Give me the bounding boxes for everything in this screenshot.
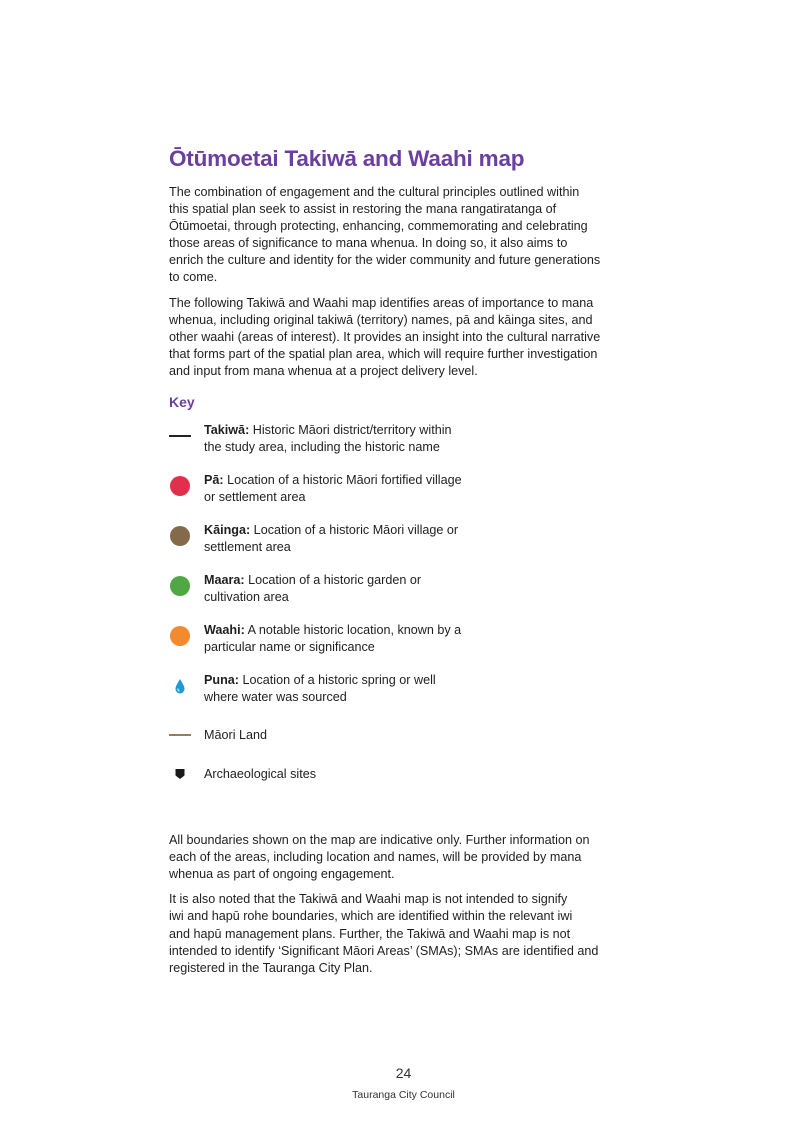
key-item-pa bbox=[169, 472, 639, 512]
key-heading: Key bbox=[169, 394, 195, 411]
page-title: Ōtūmoetai Takiwā and Waahi map bbox=[169, 146, 525, 171]
key-item-archaeological-sites bbox=[169, 766, 639, 806]
key-desc-maara: Location of a historic garden or cultivation area bbox=[204, 573, 422, 605]
puna-drop-icon bbox=[169, 674, 193, 698]
key-item-waahi bbox=[169, 622, 639, 662]
key-item-pa-text bbox=[204, 472, 634, 506]
page-content bbox=[169, 144, 639, 985]
maara-dot-icon bbox=[169, 576, 193, 600]
key-term-waahi: Waahi: bbox=[204, 623, 245, 638]
key-term-kainga: Kāinga: bbox=[204, 523, 251, 538]
intro-paragraph-1: The combination of engagement and the cultural principles outlined within this spatial plan seek to assist in restoring the mana rangatiratanga of Ōtūmoetai, through protecting, enhancing, commemorating and celebrating those areas of significance to mana whenua. In doing so, it also aims to enrich the culture and identity for the wider community and future generations to come. bbox=[169, 185, 601, 285]
key-item-archaeological-sites-text: Archaeological sites bbox=[204, 767, 317, 782]
key-desc-puna: Location of a historic spring or well where water was sourced bbox=[204, 673, 436, 705]
key-term-maara: Maara: bbox=[204, 573, 245, 588]
key-item-kainga bbox=[169, 522, 639, 562]
kainga-dot-icon bbox=[169, 526, 193, 550]
key-item-puna-text bbox=[204, 672, 634, 706]
closing-section bbox=[169, 832, 639, 977]
key-term-puna: Puna: bbox=[204, 673, 239, 688]
key-item-maori-land-text: Māori Land bbox=[204, 728, 268, 743]
archaeological-site-icon bbox=[169, 766, 193, 790]
key-item-kainga-text bbox=[204, 522, 634, 556]
key-desc-pa: Location of a historic Māori fortified village or settlement area bbox=[204, 473, 462, 505]
closing-paragraph-2: It is also noted that the Takiwā and Waahi map is not intended to signify iwi and hapū rohe boundaries, which are identified within the relevant iwi and hapū management plans. Further, the Takiwā and Waahi map is not intended to identify ‘Significant Māori Areas’ (SMAs); SMAs are identified and registered in the Tauranga City Plan. bbox=[169, 892, 599, 975]
footer-organisation: Tauranga City Council bbox=[352, 1089, 455, 1101]
key-term-pa: Pā: bbox=[204, 473, 224, 488]
key-item-waahi-text bbox=[204, 622, 634, 656]
key-legend bbox=[169, 422, 639, 818]
takiwa-line-icon bbox=[169, 422, 193, 446]
key-item-maori-land bbox=[169, 727, 639, 767]
key-item-takiwa-text bbox=[204, 422, 634, 456]
page-number: 24 bbox=[395, 1065, 412, 1081]
key-desc-takiwa: Historic Māori district/territory within the study area, including the historic name bbox=[204, 423, 452, 455]
key-term-takiwa: Takiwā: bbox=[204, 423, 250, 438]
key-item-takiwa bbox=[169, 422, 639, 462]
key-item-puna bbox=[169, 672, 639, 712]
closing-paragraph-1: All boundaries shown on the map are indicative only. Further information on each of the areas, including location and names, will be provided by mana whenua as part of ongoing engagement. bbox=[169, 833, 590, 882]
pa-dot-icon bbox=[169, 476, 193, 500]
key-item-maara bbox=[169, 572, 639, 612]
key-item-maara-text bbox=[204, 572, 634, 606]
maori-land-line-icon bbox=[169, 727, 193, 751]
key-desc-kainga: Location of a historic Māori village or settlement area bbox=[204, 523, 459, 555]
waahi-dot-icon bbox=[169, 626, 193, 650]
intro-paragraph-2: The following Takiwā and Waahi map identifies areas of importance to mana whenua, including original takiwā (territory) names, pā and kāinga sites, and other waahi (areas of interest). It provides an insight into the cultural narrative that forms part of the spatial plan area, which will require further investigation and input from mana whenua at a project delivery level. bbox=[169, 295, 601, 378]
key-desc-waahi: A notable historic location, known by a particular name or significance bbox=[204, 623, 462, 655]
